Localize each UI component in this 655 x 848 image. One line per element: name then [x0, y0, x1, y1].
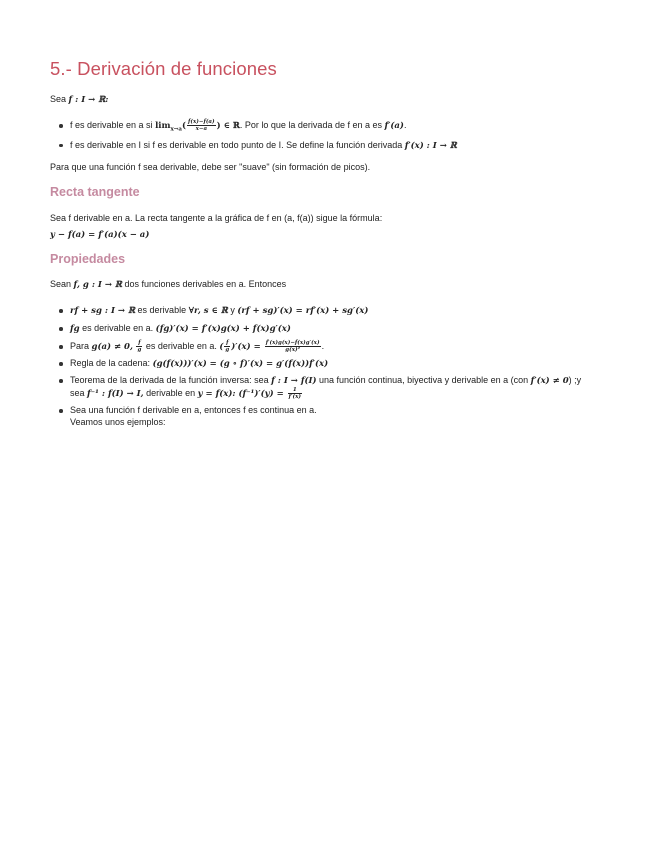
intro-math: f : I → ℝ: [68, 95, 109, 105]
section-heading-tangent: Recta tangente [50, 185, 140, 199]
def-text: . Por lo que la derivada de f en a es [239, 120, 385, 130]
tangent-formula: y − f(a) = f′(a)(x − a) [50, 230, 150, 240]
lim-symbol: $\lim_{x\to a}$( [155, 121, 186, 133]
examples-line: Veamos unos ejemplos: [70, 417, 166, 428]
smooth-paragraph: Para que una función f sea derivable, debe ser "suave" (sin formación de picos). [50, 162, 371, 172]
def-math: f′(x) : I → ℝ [404, 140, 457, 151]
def-math: ) ∈ ℝ [216, 121, 240, 131]
difference-quotient: $\frac{f(x)-f(a)}{x-a}$ [188, 119, 215, 133]
intro-line [50, 93, 108, 106]
def-math: f′(a) [384, 121, 404, 131]
definition-item: f es derivable en a si $\lim_{x\to a}$( $\frac{f(x)-f(a)}{x-a}$ ) ∈ ℝ. Por lo que la derivada de f en a es f′(a). [50, 119, 457, 136]
def-text: f es derivable en I si f es derivable en todo punto de I. Se define la función derivada [70, 139, 405, 150]
definitions-list [50, 119, 457, 152]
property-item: rf + sg : I → ℝ es derivable ∀r, s ∈ ℝ y (rf + sg)′(x) = rf′(x) + sg′(x) [50, 304, 581, 317]
property-item: Para g(a) ≠ 0, $\frac{f}{g}$ es derivable en a. ( $\frac{f}{g}$ )′(x) = $\frac{f'(x)g(x)-f(x)g'(x)}{\text{g(x)²}}$ . [50, 340, 581, 353]
section-heading-properties: Propiedades [50, 252, 126, 266]
properties-intro: Sean f, g : I → ℝ dos funciones derivables en a. Entonces [50, 279, 287, 290]
definition-item [50, 139, 457, 152]
property-item: Regla de la cadena: (g(f(x)))′(x) = (g ∘ f)′(x) = g′(f(x))f′(x) [50, 357, 581, 370]
property-item: fg es derivable en a. (fg)′(x) = f′(x)g(x) + f(x)g′(x) [50, 322, 581, 335]
property-item: Teorema de la derivada de la función inversa: sea f : I → f(I) una función continua, biyectiva y derivable en a (con f′(x) ≠ 0) ;y sea f⁻¹ : f(I) → I, derivable en y = f(x): (f⁻¹)′(y) = $\frac{1}{f'(x)}$ [50, 374, 581, 400]
page-title: 5.- Derivación de funciones [50, 58, 277, 79]
properties-list [50, 304, 581, 428]
def-text: f es derivable en a si [70, 120, 156, 130]
intro-prefix: Sea [50, 94, 69, 104]
tangent-text: Sea f derivable en a. La recta tangente a la gráfica de f en (a, f(a)) sigue la fórmula: [50, 213, 383, 223]
property-item: Sea una función f derivable en a, entonces f es continua en a. Veamos unos ejemplos: [50, 404, 581, 428]
